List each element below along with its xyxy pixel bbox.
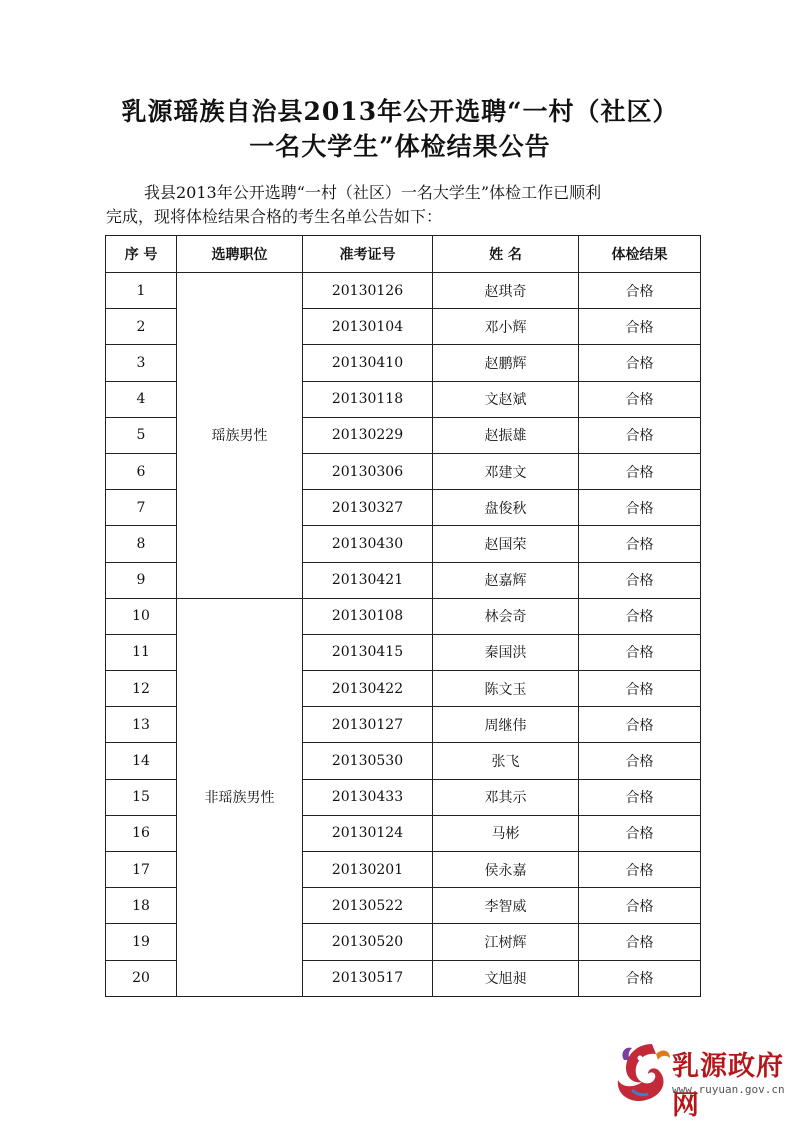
result-cell: 合格 [579,309,701,345]
row-number: 3 [106,345,177,381]
exam-id-cell: 20130421 [303,562,433,598]
row-number: 19 [106,924,177,960]
result-cell: 合格 [579,671,701,707]
header-name: 姓 名 [433,236,579,273]
candidate-name-cell: 陈文玉 [433,671,579,707]
result-cell: 合格 [579,634,701,670]
candidate-name-cell: 邓其示 [433,779,579,815]
exam-id-cell: 20130415 [303,634,433,670]
header-exam-id: 准考证号 [303,236,433,273]
candidate-name-cell: 张飞 [433,743,579,779]
exam-id-cell: 20130229 [303,417,433,453]
exam-id-cell: 20130327 [303,490,433,526]
intro-paragraph-line-2: 完成，现将体检结果合格的考生名单公告如下： [106,207,443,226]
exam-id-cell: 20130104 [303,309,433,345]
exam-id-cell: 20130517 [303,960,433,996]
candidate-name-cell: 侯永嘉 [433,852,579,888]
exam-id-cell: 20130306 [303,453,433,489]
website-url: www.ruyuan.gov.cn [672,1083,785,1096]
result-cell: 合格 [579,888,701,924]
exam-id-cell: 20130127 [303,707,433,743]
row-number: 16 [106,815,177,851]
row-number: 9 [106,562,177,598]
announcement-title-line-1: 乳源瑶族自治县2013年公开选聘“一村（社区） [121,97,679,126]
exam-id-cell: 20130108 [303,598,433,634]
result-cell: 合格 [579,707,701,743]
row-number: 10 [106,598,177,634]
intro-paragraph-line-1: 我县2013年公开选聘“一村（社区）一名大学生”体检工作已顺利 [144,183,602,202]
candidate-name-cell: 李智威 [433,888,579,924]
row-number: 17 [106,852,177,888]
result-cell: 合格 [579,598,701,634]
result-cell: 合格 [579,960,701,996]
result-cell: 合格 [579,490,701,526]
row-number: 1 [106,273,177,309]
row-number: 6 [106,453,177,489]
row-number: 20 [106,960,177,996]
website-watermark [612,1034,800,1121]
candidate-name-cell: 赵嘉辉 [433,562,579,598]
result-cell: 合格 [579,526,701,562]
website-name: 乳源政府网 [672,1051,784,1121]
result-cell: 合格 [579,779,701,815]
row-number: 5 [106,417,177,453]
exam-id-cell: 20130201 [303,852,433,888]
header-number: 序 号 [106,236,177,273]
exam-id-cell: 20130530 [303,743,433,779]
candidate-name-cell: 赵鹏辉 [433,345,579,381]
candidate-name-cell: 林会奇 [433,598,579,634]
candidate-name-cell: 文赵斌 [433,381,579,417]
candidate-name-cell: 赵国荣 [433,526,579,562]
results-table [105,235,701,997]
row-number: 12 [106,671,177,707]
row-number: 7 [106,490,177,526]
exam-id-cell: 20130433 [303,779,433,815]
candidate-name-cell: 盘俊秋 [433,490,579,526]
header-position: 选聘职位 [177,236,303,273]
candidate-name-cell: 邓建文 [433,453,579,489]
result-cell: 合格 [579,924,701,960]
exam-id-cell: 20130126 [303,273,433,309]
result-cell: 合格 [579,453,701,489]
row-number: 8 [106,526,177,562]
candidate-name-cell: 周继伟 [433,707,579,743]
candidate-name-cell: 文旭昶 [433,960,579,996]
exam-id-cell: 20130118 [303,381,433,417]
row-number: 14 [106,743,177,779]
candidate-name-cell: 秦国洪 [433,634,579,670]
exam-id-cell: 20130430 [303,526,433,562]
candidate-name-cell: 赵琪奇 [433,273,579,309]
row-number: 18 [106,888,177,924]
result-cell: 合格 [579,381,701,417]
position-cell: 非瑶族男性 [177,598,303,996]
row-number: 2 [106,309,177,345]
row-number: 11 [106,634,177,670]
result-cell: 合格 [579,417,701,453]
exam-id-cell: 20130522 [303,888,433,924]
exam-id-cell: 20130422 [303,671,433,707]
exam-id-cell: 20130520 [303,924,433,960]
candidate-name-cell: 邓小辉 [433,309,579,345]
table-row [106,273,701,309]
exam-id-cell: 20130410 [303,345,433,381]
result-cell: 合格 [579,815,701,851]
result-cell: 合格 [579,852,701,888]
exam-id-cell: 20130124 [303,815,433,851]
table-row [106,598,701,634]
table-body [106,273,701,997]
row-number: 13 [106,707,177,743]
result-cell: 合格 [579,345,701,381]
candidate-name-cell: 江树辉 [433,924,579,960]
result-cell: 合格 [579,273,701,309]
position-cell: 瑶族男性 [177,273,303,599]
header-result: 体检结果 [579,236,701,273]
candidate-name-cell: 马彬 [433,815,579,851]
announcement-title-line-2: 一名大学生”体检结果公告 [249,132,551,161]
row-number: 4 [106,381,177,417]
candidate-name-cell: 赵振雄 [433,417,579,453]
result-cell: 合格 [579,562,701,598]
row-number: 15 [106,779,177,815]
dragon-logo-icon [612,1038,674,1106]
result-cell: 合格 [579,743,701,779]
table-header-row [106,236,701,273]
